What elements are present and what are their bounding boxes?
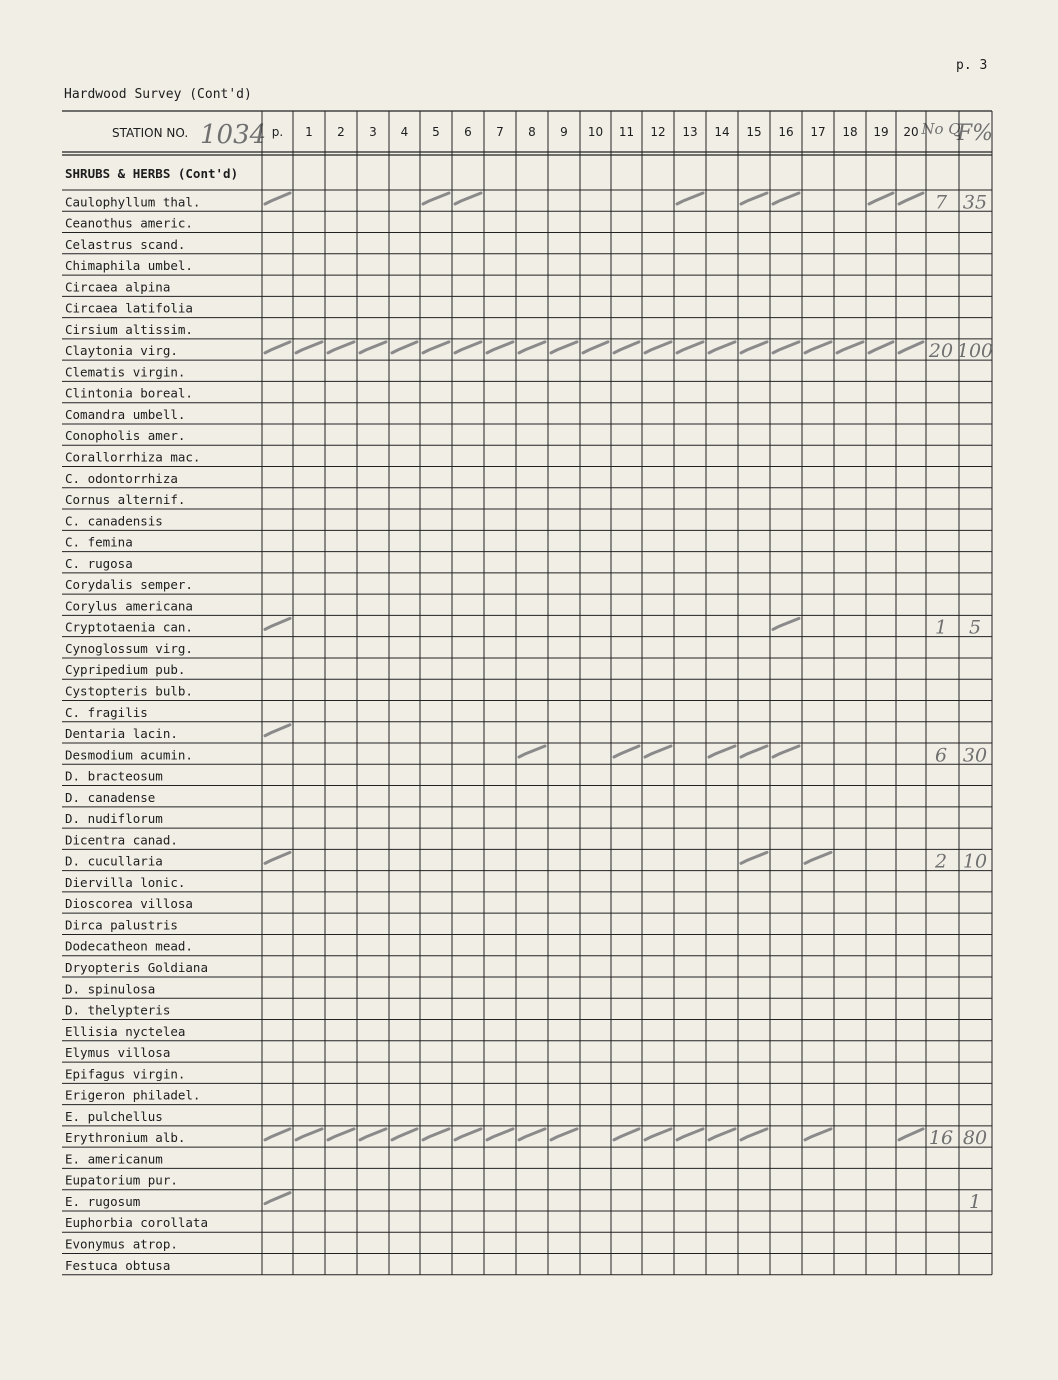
count-value: 7 bbox=[934, 191, 948, 214]
check-mark bbox=[487, 1129, 513, 1140]
species-name: Cystopteris bulb. bbox=[65, 683, 193, 699]
check-mark bbox=[423, 342, 449, 353]
column-header: 10 bbox=[587, 125, 604, 139]
check-mark bbox=[741, 342, 767, 353]
check-mark bbox=[899, 1129, 923, 1140]
check-mark bbox=[899, 342, 923, 353]
species-name: Evonymus atrop. bbox=[65, 1236, 178, 1252]
frequency-value: 1 bbox=[968, 1190, 982, 1213]
check-mark bbox=[773, 618, 799, 629]
species-name: Claytonia virg. bbox=[65, 343, 178, 359]
page-title: Hardwood Survey (Cont'd) bbox=[64, 87, 252, 102]
check-mark bbox=[614, 342, 639, 353]
check-mark bbox=[677, 193, 703, 204]
check-mark bbox=[265, 725, 290, 736]
check-mark bbox=[551, 342, 577, 353]
column-header: 20 bbox=[903, 125, 919, 139]
check-mark bbox=[773, 193, 799, 204]
check-mark bbox=[265, 852, 290, 863]
count-value: 16 bbox=[928, 1127, 954, 1150]
check-mark bbox=[709, 1129, 735, 1140]
summary-header-no: No Q bbox=[921, 120, 961, 138]
species-name: Dodecatheon mead. bbox=[65, 938, 193, 954]
column-header: 14 bbox=[714, 125, 730, 139]
check-mark bbox=[645, 1129, 671, 1140]
column-header: 3 bbox=[369, 125, 377, 139]
species-name: Erythronium alb. bbox=[65, 1130, 186, 1146]
species-name: Desmodium acumin. bbox=[65, 747, 193, 763]
species-name: Ceanothus americ. bbox=[65, 215, 193, 231]
species-name: Eupatorium pur. bbox=[65, 1172, 178, 1188]
check-mark bbox=[773, 746, 799, 757]
species-name: C. femina bbox=[65, 534, 133, 550]
check-mark bbox=[709, 342, 735, 353]
section-title: SHRUBS & HERBS (Cont'd) bbox=[65, 166, 239, 181]
species-name: Dryopteris Goldiana bbox=[65, 959, 208, 975]
station-number: 1034 bbox=[200, 120, 267, 150]
summary-header-freq: F% bbox=[956, 121, 994, 146]
check-mark bbox=[741, 193, 767, 204]
species-name: Circaea alpina bbox=[65, 279, 171, 295]
species-name: C. canadensis bbox=[65, 513, 163, 529]
species-name: C. rugosa bbox=[65, 555, 133, 571]
count-value: 6 bbox=[934, 744, 948, 767]
check-mark bbox=[741, 746, 767, 757]
check-mark bbox=[899, 193, 923, 204]
check-mark bbox=[583, 342, 608, 353]
species-name: Diervilla lonic. bbox=[65, 874, 186, 890]
frequency-value: 80 bbox=[962, 1127, 988, 1150]
column-header: 18 bbox=[842, 125, 858, 139]
species-name: E. pulchellus bbox=[65, 1108, 163, 1124]
frequency-value: 30 bbox=[962, 744, 988, 767]
column-header: 6 bbox=[464, 125, 472, 139]
check-mark bbox=[645, 342, 671, 353]
count-value: 2 bbox=[934, 850, 948, 873]
check-mark bbox=[328, 1129, 354, 1140]
column-header: 2 bbox=[337, 125, 345, 139]
frequency-value: 10 bbox=[962, 850, 988, 873]
species-name: Cryptotaenia can. bbox=[65, 619, 193, 635]
check-mark bbox=[614, 1129, 639, 1140]
column-header: 16 bbox=[778, 125, 794, 139]
column-header: 13 bbox=[682, 125, 698, 139]
species-name: Ellisia nyctelea bbox=[65, 1023, 186, 1039]
species-name: Epifagus virgin. bbox=[65, 1066, 186, 1082]
check-mark bbox=[519, 746, 545, 757]
check-mark bbox=[805, 342, 831, 353]
species-name: E. americanum bbox=[65, 1151, 163, 1167]
count-value: 1 bbox=[934, 616, 948, 639]
check-mark bbox=[487, 342, 513, 353]
species-name: D. bracteosum bbox=[65, 768, 163, 784]
species-name: Clematis virgin. bbox=[65, 364, 186, 380]
check-mark bbox=[423, 1129, 449, 1140]
check-mark bbox=[328, 342, 354, 353]
check-mark bbox=[519, 342, 545, 353]
column-header: 12 bbox=[650, 125, 666, 139]
species-name: E. rugosum bbox=[65, 1193, 141, 1209]
check-mark bbox=[805, 1129, 831, 1140]
species-name: Celastrus scand. bbox=[65, 236, 186, 252]
species-name: Corylus americana bbox=[65, 598, 193, 614]
check-mark bbox=[741, 852, 767, 863]
column-header: 15 bbox=[746, 125, 762, 139]
species-name: Elymus villosa bbox=[65, 1045, 171, 1061]
column-header: 11 bbox=[618, 125, 635, 139]
column-header: 7 bbox=[496, 125, 504, 139]
page-number: p. 3 bbox=[956, 58, 988, 73]
species-name: Conopholis amer. bbox=[65, 428, 186, 444]
station-label: STATION NO. bbox=[112, 126, 189, 140]
check-mark bbox=[805, 852, 831, 863]
check-mark bbox=[265, 342, 290, 353]
column-header: 4 bbox=[400, 125, 409, 139]
check-mark bbox=[360, 1129, 386, 1140]
frequency-value: 35 bbox=[962, 191, 988, 214]
column-header: 9 bbox=[560, 125, 568, 139]
check-mark bbox=[677, 1129, 703, 1140]
check-mark bbox=[265, 1193, 290, 1204]
check-mark bbox=[645, 746, 671, 757]
check-mark bbox=[741, 1129, 767, 1140]
check-mark bbox=[773, 342, 799, 353]
check-mark bbox=[455, 193, 481, 204]
check-mark bbox=[360, 342, 386, 353]
species-name: Caulophyllum thal. bbox=[65, 194, 201, 210]
check-mark bbox=[265, 193, 290, 204]
species-name: C. fragilis bbox=[65, 704, 148, 720]
check-mark bbox=[265, 618, 290, 629]
species-name: Comandra umbell. bbox=[65, 406, 186, 422]
species-name: Chimaphila umbel. bbox=[65, 258, 193, 274]
species-name: Dicentra canad. bbox=[65, 832, 178, 848]
species-name: Clintonia boreal. bbox=[65, 385, 193, 401]
species-name: Cirsium altissim. bbox=[65, 321, 193, 337]
species-name: Corallorrhiza mac. bbox=[65, 449, 201, 465]
check-mark bbox=[869, 193, 893, 204]
species-name: Dioscorea villosa bbox=[65, 896, 193, 912]
check-mark bbox=[837, 342, 863, 353]
check-mark bbox=[455, 1129, 481, 1140]
check-mark bbox=[265, 1129, 290, 1140]
species-name: Euphorbia corollata bbox=[65, 1215, 208, 1231]
species-name: D. nudiflorum bbox=[65, 811, 163, 827]
check-mark bbox=[551, 1129, 577, 1140]
species-name: Festuca obtusa bbox=[65, 1257, 171, 1273]
species-name: Cynoglossum virg. bbox=[65, 640, 193, 656]
column-header: 17 bbox=[810, 125, 826, 139]
species-name: D. spinulosa bbox=[65, 981, 156, 997]
check-mark bbox=[677, 342, 703, 353]
check-mark bbox=[519, 1129, 545, 1140]
species-name: D. canadense bbox=[65, 789, 156, 805]
species-name: D. thelypteris bbox=[65, 1002, 171, 1018]
column-header: 1 bbox=[305, 125, 313, 139]
check-mark bbox=[296, 342, 322, 353]
column-header: 19 bbox=[873, 125, 889, 139]
check-mark bbox=[869, 342, 893, 353]
species-name: Cornus alternif. bbox=[65, 492, 186, 508]
species-name: Dirca palustris bbox=[65, 917, 178, 933]
check-mark bbox=[614, 746, 639, 757]
check-mark bbox=[392, 1129, 417, 1140]
species-name: D. cucullaria bbox=[65, 853, 163, 869]
check-mark bbox=[455, 342, 481, 353]
species-name: Dentaria lacin. bbox=[65, 726, 178, 742]
count-value: 20 bbox=[928, 340, 954, 363]
species-name: Circaea latifolia bbox=[65, 300, 193, 316]
species-name: Corydalis semper. bbox=[65, 577, 193, 593]
species-name: C. odontorrhiza bbox=[65, 470, 178, 486]
species-name: Cypripedium pub. bbox=[65, 662, 186, 678]
check-mark bbox=[423, 193, 449, 204]
check-mark bbox=[709, 746, 735, 757]
column-header: 8 bbox=[528, 125, 536, 139]
column-header: 5 bbox=[432, 125, 440, 139]
column-header: p. bbox=[271, 125, 284, 139]
species-name: Erigeron philadel. bbox=[65, 1087, 201, 1103]
check-mark bbox=[296, 1129, 322, 1140]
check-mark bbox=[392, 342, 417, 353]
frequency-value: 100 bbox=[956, 340, 994, 363]
frequency-value: 5 bbox=[968, 616, 982, 639]
